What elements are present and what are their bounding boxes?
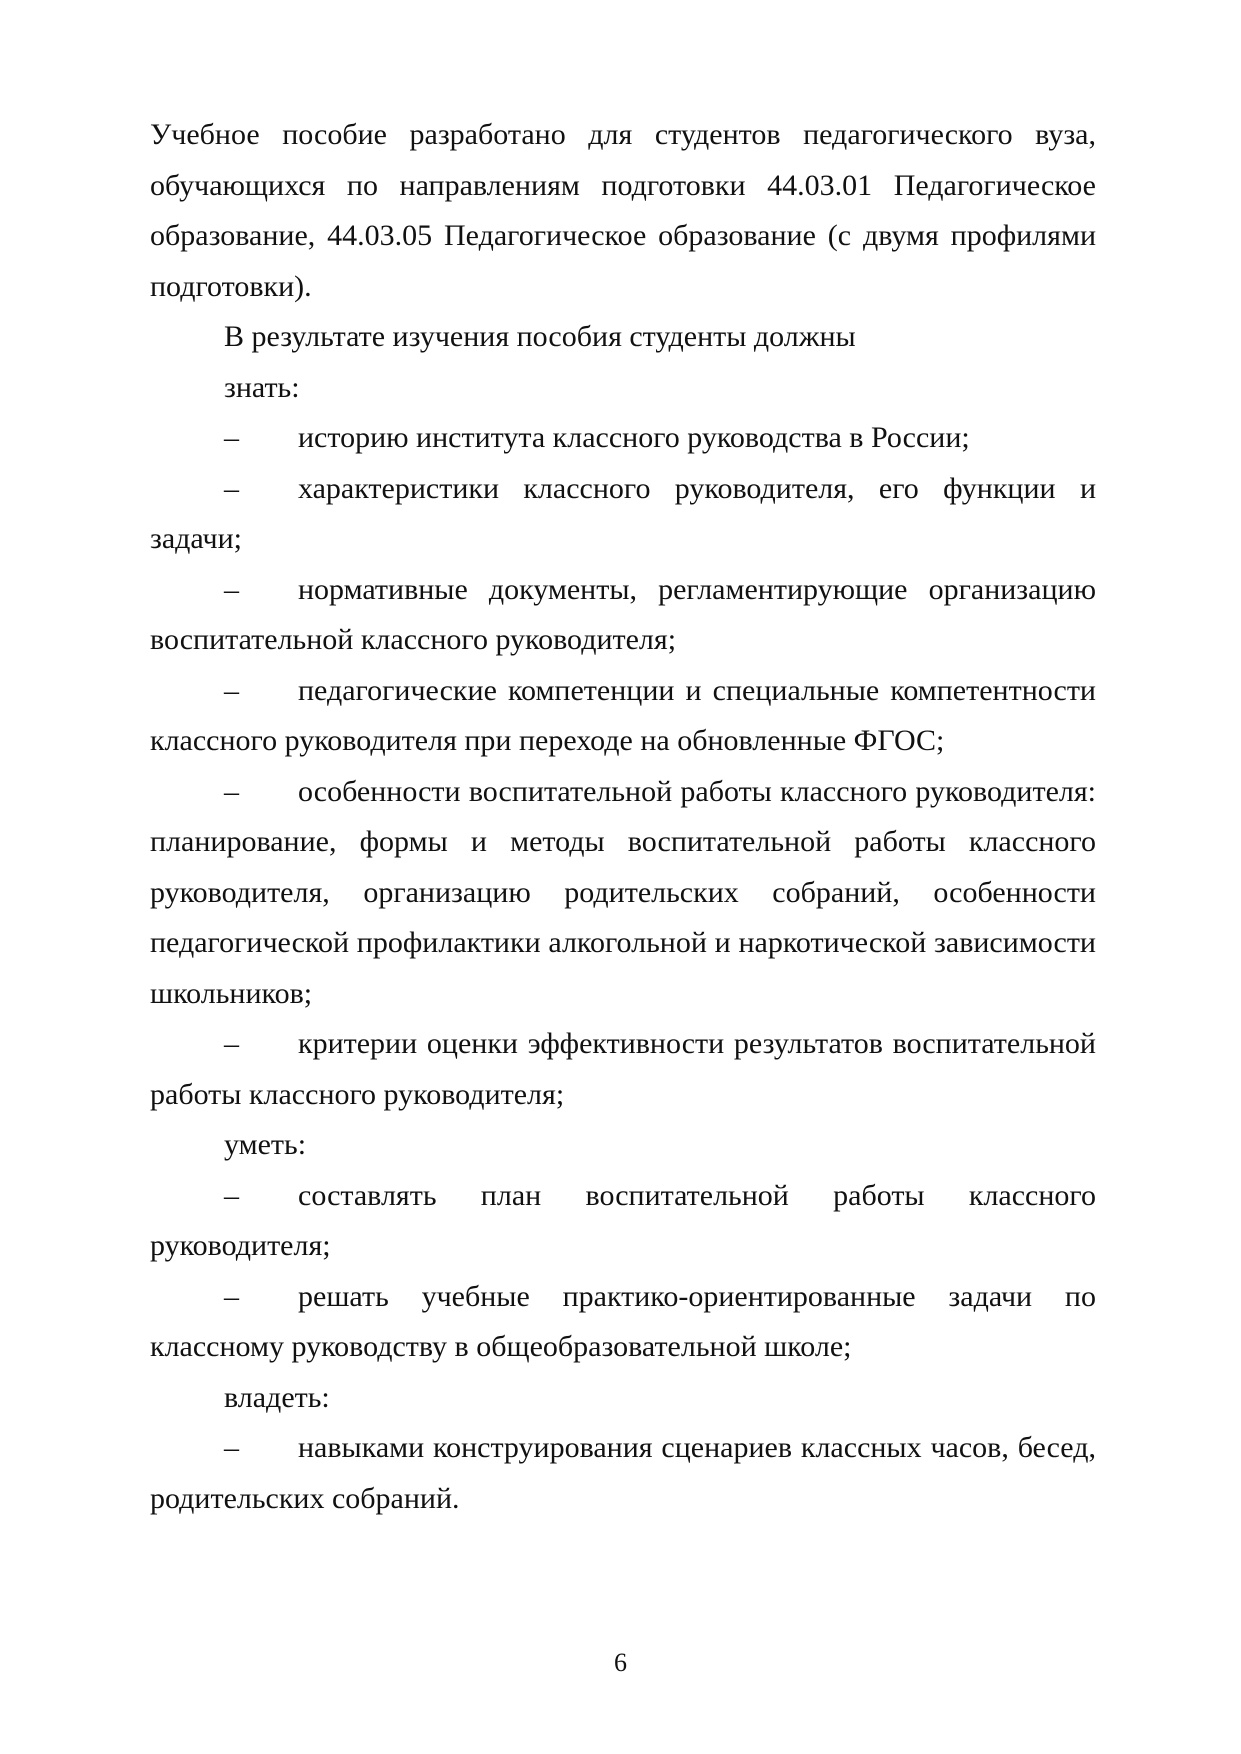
dash-marker: –	[224, 1178, 239, 1212]
list-item-text: критерии оценки эффективности результатов воспитательной работы классного руководителя;	[150, 1027, 1096, 1111]
own-heading: владеть:	[224, 1380, 330, 1414]
list-item-text: навыками конструирования сценариев классных часов, бесед, родительских собраний.	[150, 1431, 1096, 1515]
list-item	[150, 767, 1096, 1020]
dash-marker: –	[224, 572, 239, 606]
dash-marker: –	[224, 673, 239, 707]
dash-marker: –	[224, 1027, 239, 1060]
intro-paragraph: Учебное пособие разработано для студентов педагогического вуза, обучающихся по направлениям подготовки 44.03.01 Педагогическое образование, 44.03.05 Педагогическое образование (с двумя профилями подготовки).	[150, 118, 1096, 303]
dash-marker: –	[224, 1279, 239, 1313]
know-heading: знать:	[224, 370, 300, 404]
list-item	[150, 666, 1096, 767]
list-item-text: особенности воспитательной работы классного руководителя: планирование, формы и методы воспитательной работы классного руководителя, организацию родительских собраний, особенности педагогической профилактики алкогольной и наркотической зависимости школьников;	[150, 774, 1096, 1010]
list-item	[150, 1171, 1096, 1272]
page-number: 6	[614, 1648, 627, 1677]
dash-marker: –	[224, 421, 239, 454]
list-item-text: характеристики классного руководителя, его функции и задачи;	[150, 471, 1096, 555]
result-lead: В результате изучения пособия студенты должны	[224, 320, 856, 353]
dash-marker: –	[224, 471, 239, 505]
list-item	[150, 1019, 1096, 1120]
list-item	[150, 413, 1096, 464]
list-item	[150, 1423, 1096, 1524]
dash-marker: –	[224, 774, 239, 808]
list-item	[150, 565, 1096, 666]
list-item-text: составлять план воспитательной работы классного руководителя;	[150, 1178, 1096, 1262]
can-heading: уметь:	[224, 1128, 307, 1161]
list-item-text: историю института классного руководства в России;	[298, 421, 970, 454]
list-item	[150, 464, 1096, 565]
list-item-text: нормативные документы, регламентирующие организацию воспитательной классного руководителя;	[150, 572, 1096, 656]
list-item-text: педагогические компетенции и специальные компетентности классного руководителя при переходе на обновленные ФГОС;	[150, 673, 1096, 757]
document-page	[150, 110, 1096, 1524]
dash-marker: –	[224, 1431, 239, 1464]
list-item	[150, 1272, 1096, 1373]
list-item-text: решать учебные практико-ориентированные задачи по классному руководству в общеобразовательной школе;	[150, 1279, 1096, 1363]
